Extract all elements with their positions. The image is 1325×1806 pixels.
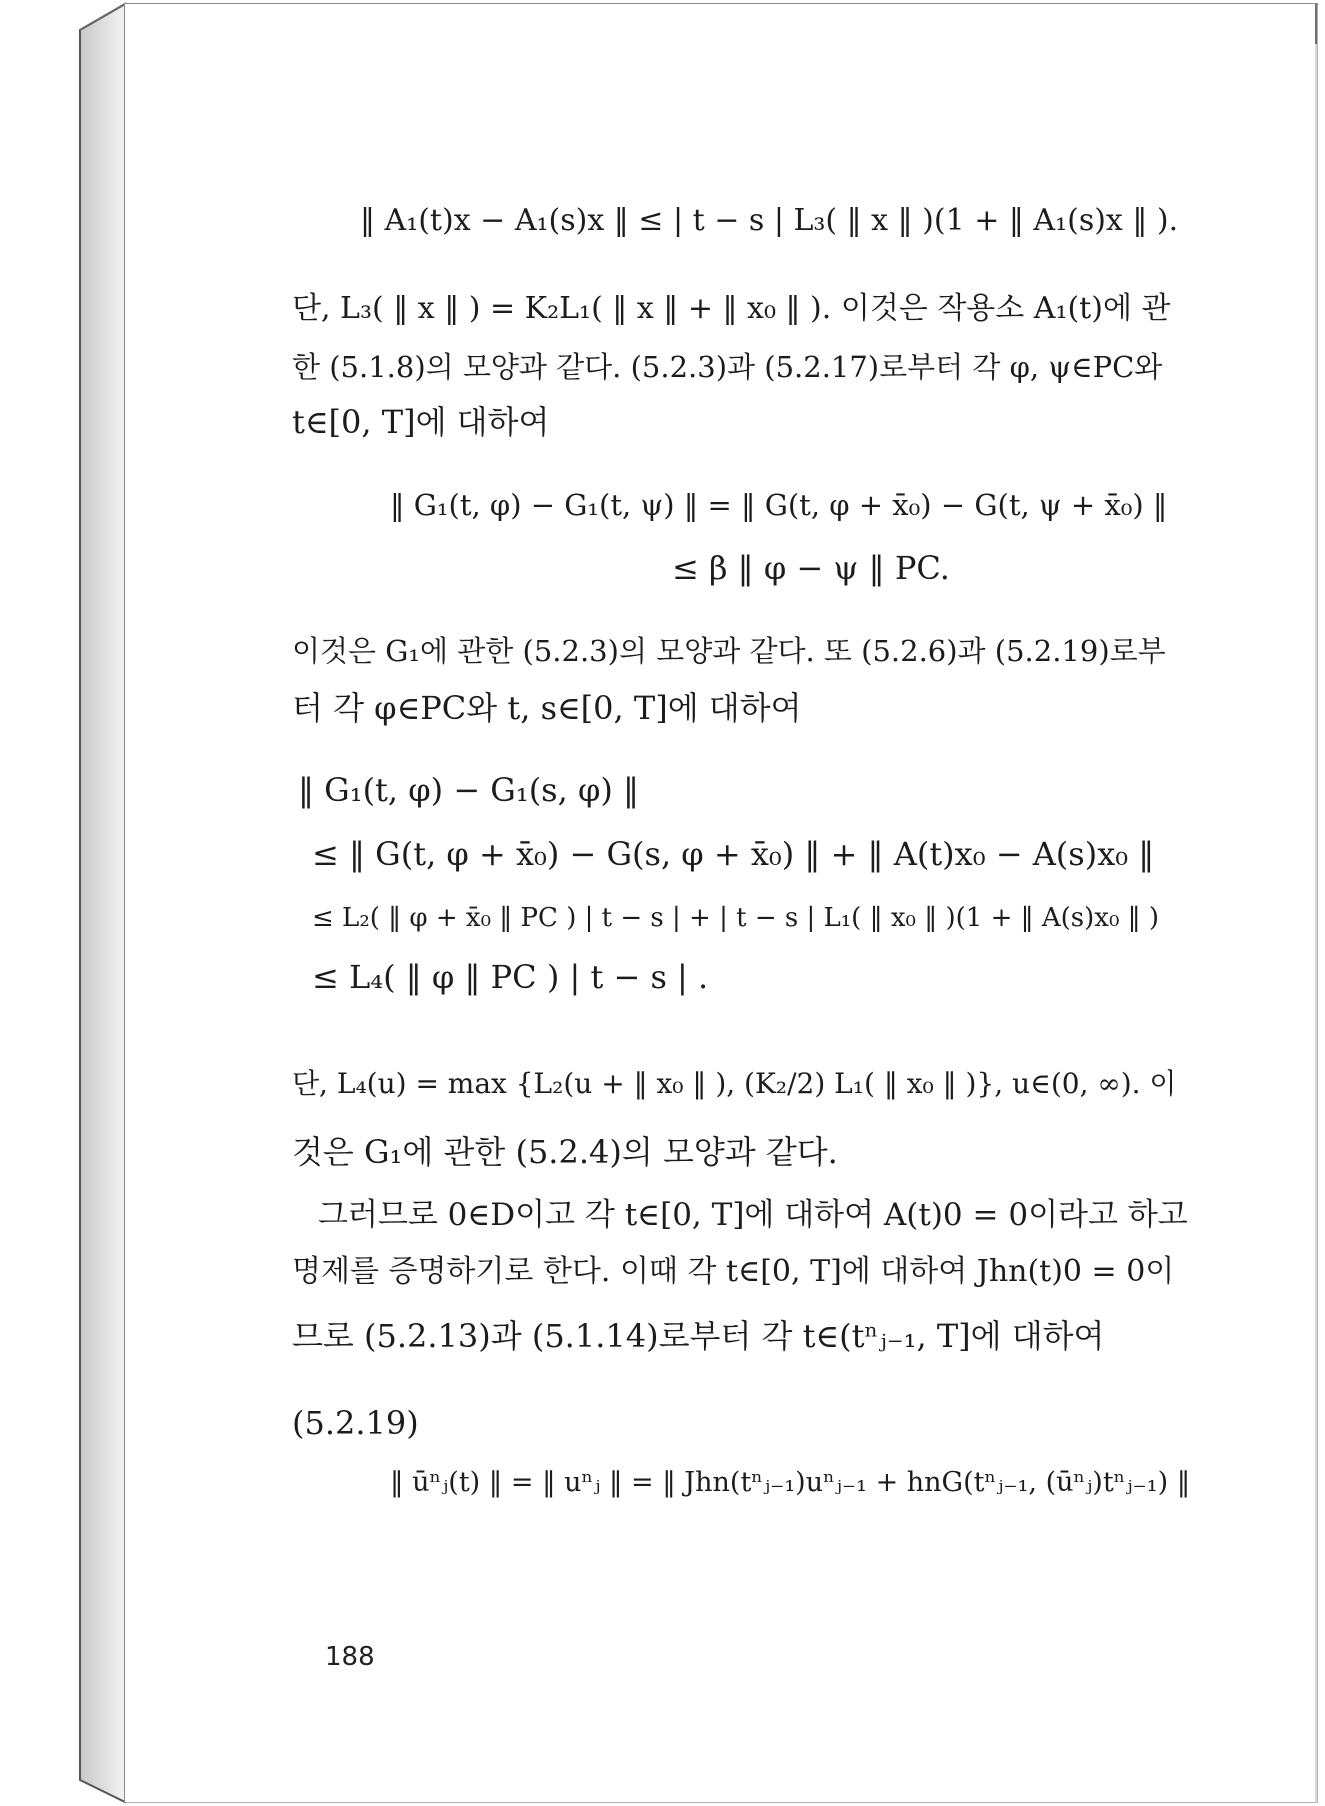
- page-number: 188: [325, 1642, 375, 1672]
- text-line-5: 터 각 φ∈PC와 t, s∈[0, T]에 대하여: [292, 689, 802, 727]
- text-line-9: 명제를 증명하기로 한다. 이때 각 t∈[0, T]에 대하여 Jhn(t)0 = 0이: [292, 1254, 1175, 1289]
- text-line-6: 단, L₄(u) = max {L₂(u + ‖ x₀ ‖ ), (K₂/2) L₁( ‖ x₀ ‖ )}, u∈(0, ∞). 이: [292, 1067, 1177, 1100]
- text-line-4: 이것은 G₁에 관한 (5.2.3)의 모양과 같다. 또 (5.2.6)과 (5.2.19)로부: [292, 634, 1166, 668]
- equation-line-1: ‖ A₁(t)x − A₁(s)x ‖ ≤ | t − s | L₃( ‖ x ‖ )(1 + ‖ A₁(s)x ‖ ).: [360, 203, 1179, 238]
- equation-line-4: ‖ G₁(t, φ) − G₁(s, φ) ‖: [298, 771, 639, 809]
- text-line-10: 므로 (5.2.13)과 (5.1.14)로부터 각 t∈(tⁿⱼ₋₁, T]에 대하여: [292, 1317, 1105, 1355]
- text-line-8: 그러므로 0∈D이고 각 t∈[0, T]에 대하여 A(t)0 = 0이라고 하고: [318, 1197, 1188, 1233]
- text-line-3: t∈[0, T]에 대하여: [292, 403, 550, 441]
- equation-line-5: ≤ ‖ G(t, φ + x̄₀) − G(s, φ + x̄₀) ‖ + ‖ A(t)x₀ − A(s)x₀ ‖: [312, 835, 1155, 873]
- text-line-2: 한 (5.1.8)의 모양과 같다. (5.2.3)과 (5.2.17)로부터 각 φ, ψ∈PC와: [292, 350, 1163, 384]
- equation-line-8: ‖ ūⁿⱼ(t) ‖ = ‖ uⁿⱼ ‖ = ‖ Jhn(tⁿⱼ₋₁)uⁿⱼ₋₁ + hnG(tⁿⱼ₋₁, (ūⁿⱼ)tⁿⱼ₋₁) ‖: [390, 1467, 1191, 1498]
- equation-number: (5.2.19): [292, 1404, 419, 1442]
- equation-line-2: ‖ G₁(t, φ) − G₁(t, ψ) ‖ = ‖ G(t, φ + x̄₀) − G(t, ψ + x̄₀) ‖: [390, 488, 1168, 522]
- equation-line-7: ≤ L₄( ‖ φ ‖ PC ) | t − s | .: [312, 958, 709, 996]
- equation-line-6: ≤ L₂( ‖ φ + x̄₀ ‖ PC ) | t − s | + | t − s | L₁( ‖ x₀ ‖ )(1 + ‖ A(s)x₀ ‖ ): [312, 903, 1160, 933]
- text-line-7: 것은 G₁에 관한 (5.2.4)의 모양과 같다.: [292, 1133, 838, 1171]
- text-line-1: 단, L₃( ‖ x ‖ ) = K₂L₁( ‖ x ‖ + ‖ x₀ ‖ ). 이것은 작용소 A₁(t)에 관: [292, 291, 1171, 326]
- equation-line-3: ≤ β ‖ φ − ψ ‖ PC.: [672, 549, 950, 587]
